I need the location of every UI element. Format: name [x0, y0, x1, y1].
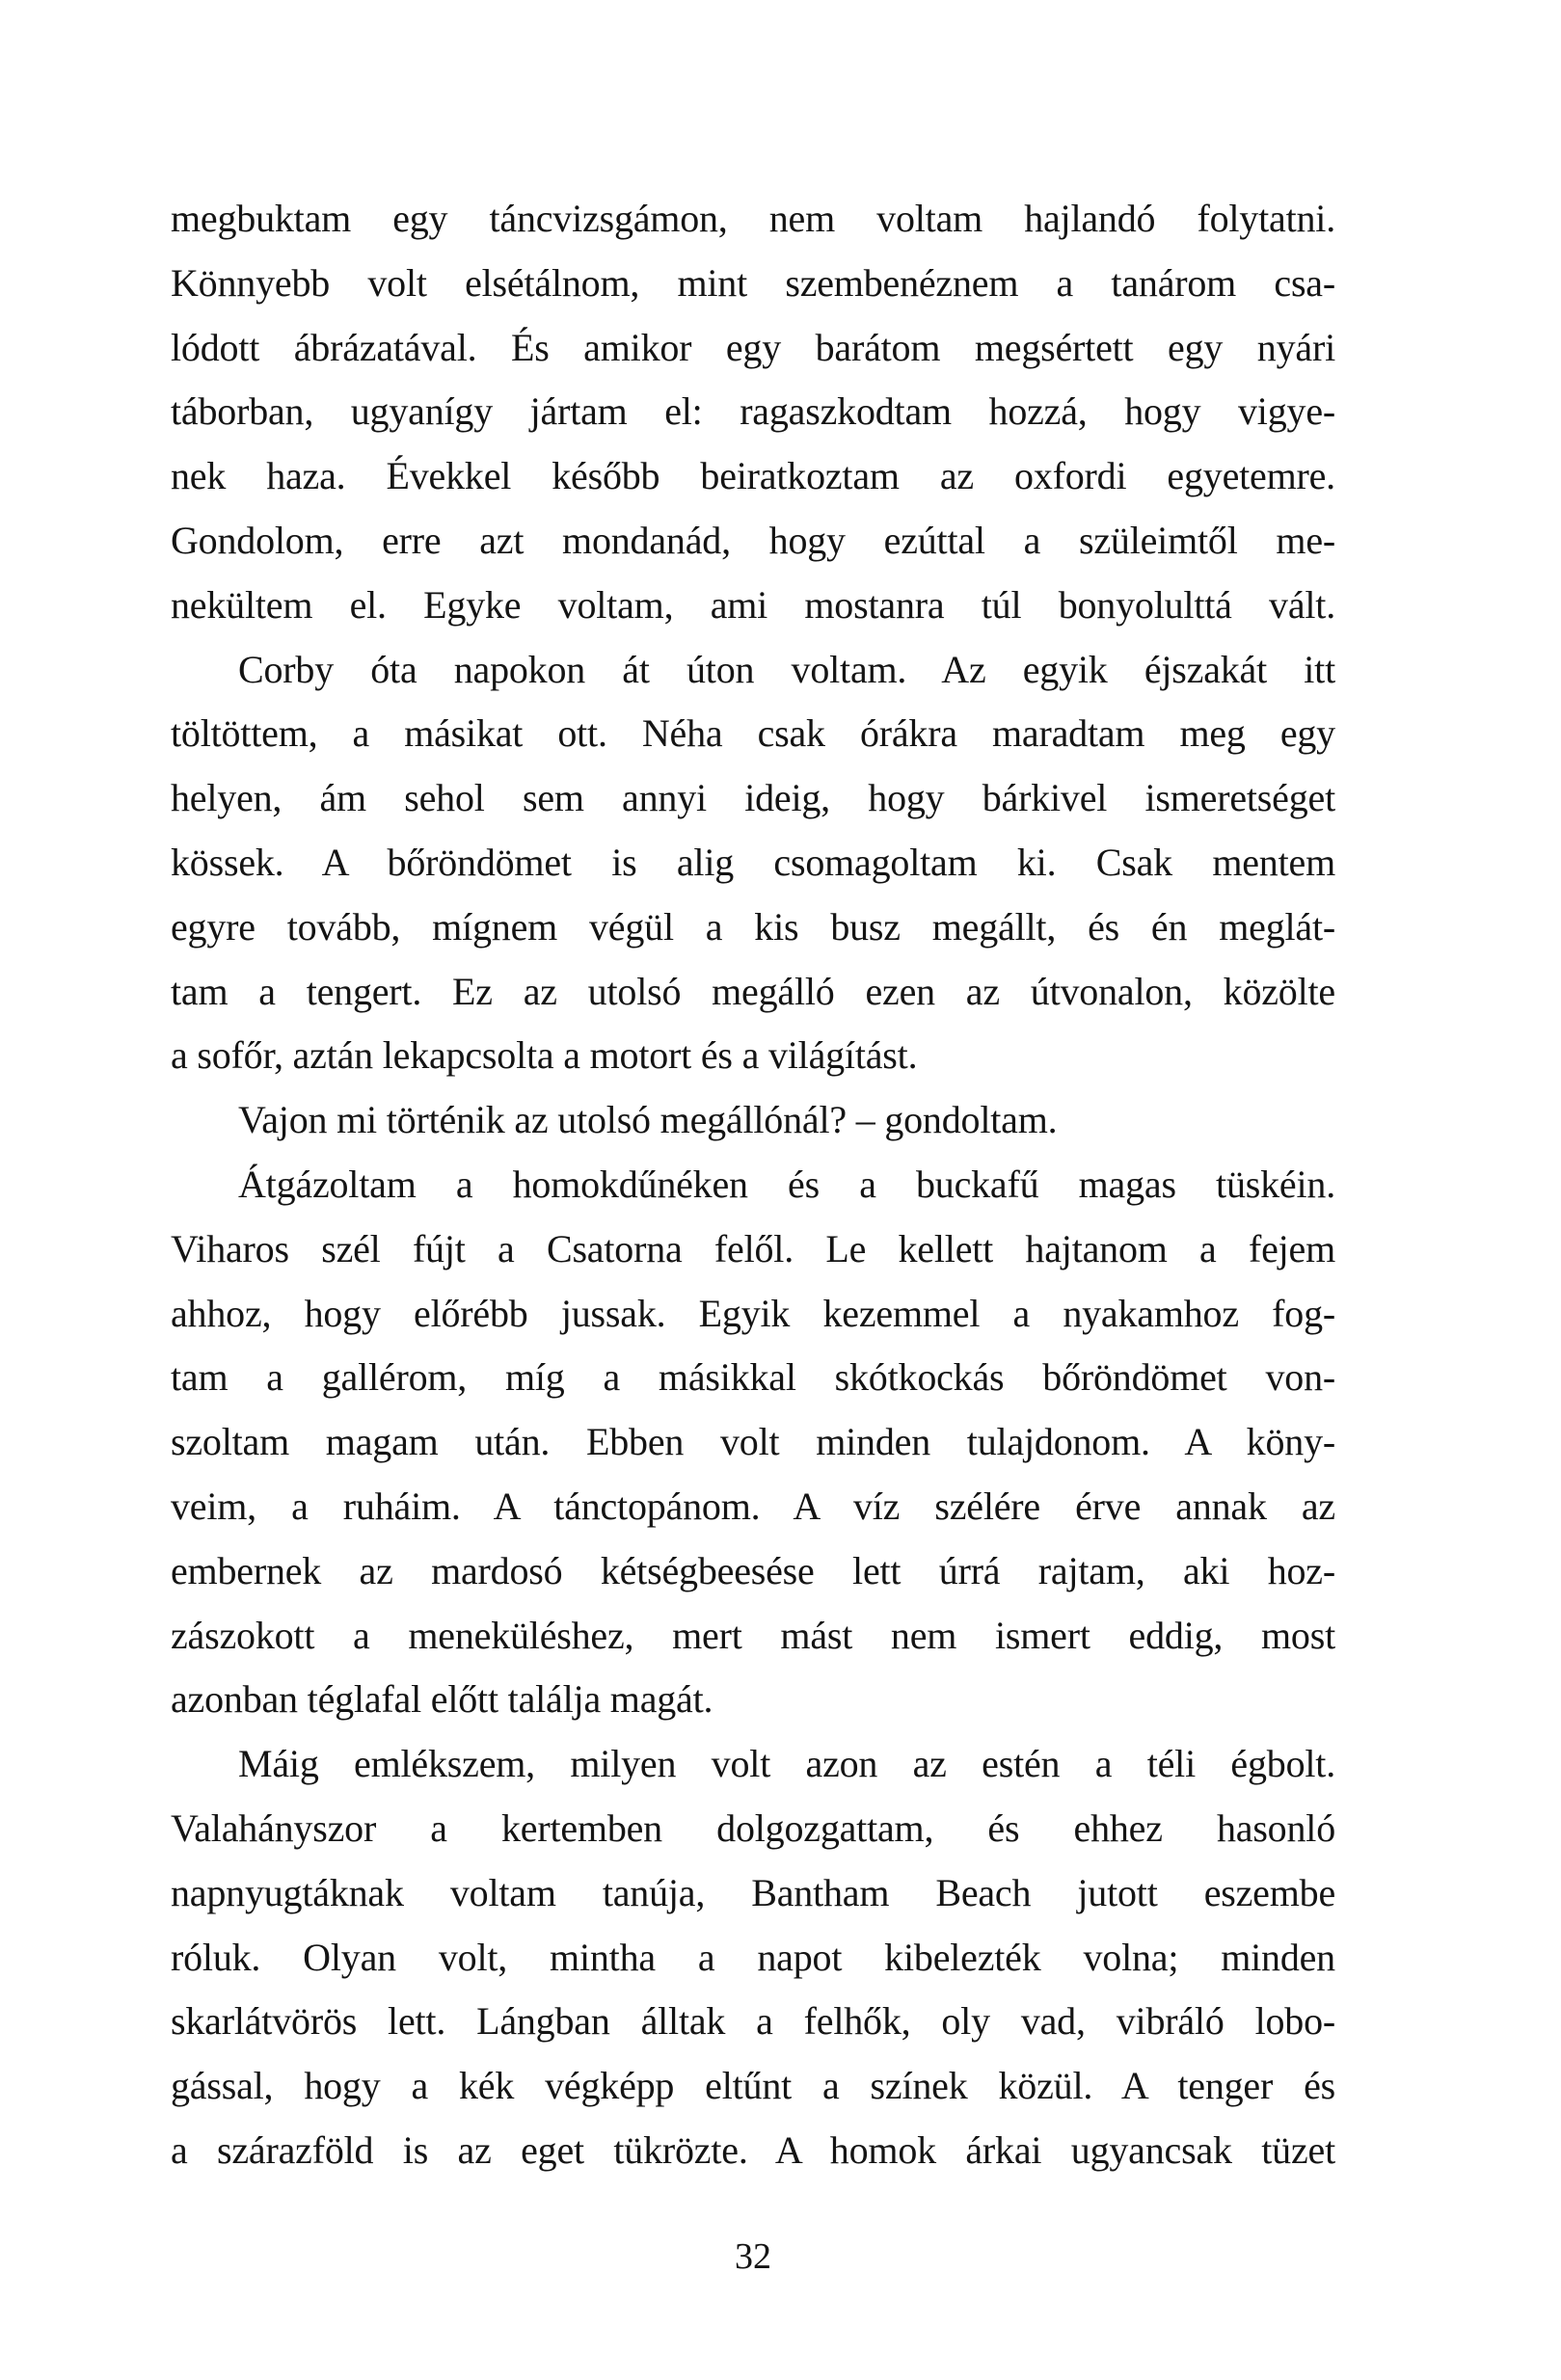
text-line: tam a gallérom, míg a másikkal skótkockás bőröndömet von- — [171, 1355, 1335, 1400]
text-line: napnyugtáknak voltam tanúja, Bantham Beach jutott eszembe — [171, 1870, 1335, 1914]
paragraph — [171, 1088, 1335, 1153]
text-line: róluk. Olyan volt, mintha a napot kibelezték volna; minden — [171, 1935, 1335, 1979]
text-line: egyre tovább, mígnem végül a kis busz megállt, és én meglát- — [171, 904, 1335, 949]
text-line: azonban téglafal előtt találja magát. — [171, 1677, 713, 1722]
paragraph — [171, 1153, 1335, 1732]
text-line: töltöttem, a másikat ott. Néha csak órákra maradtam meg egy — [171, 711, 1335, 756]
text-line: a sofőr, aztán lekapcsolta a motort és a világítást. — [171, 1033, 918, 1078]
text-line: a szárazföld is az eget tükrözte. A homok árkai ugyancsak tüzet — [171, 2127, 1335, 2172]
page-number: 32 — [735, 2236, 771, 2277]
text-line: gással, hogy a kék végképp eltűnt a színek közül. A tenger és — [171, 2064, 1335, 2108]
text-line: skarlátvörös lett. Lángban álltak a felhők, oly vad, vibráló lobo- — [171, 1999, 1335, 2044]
text-line: Valahányszor a kertemben dolgozgattam, és ehhez hasonló — [171, 1805, 1335, 1850]
text-line: táborban, ugyanígy jártam el: ragaszkodtam hozzá, hogy vigye- — [171, 389, 1335, 434]
text-line: Gondolom, erre azt mondanád, hogy ezúttal a szüleimtől me- — [171, 518, 1335, 562]
text-line: Vajon mi történik az utolsó megállónál? – gondoltam. — [238, 1098, 1058, 1142]
text-line: zászokott a meneküléshez, mert mást nem ismert eddig, most — [171, 1613, 1335, 1657]
text-line: Könnyebb volt elsétálnom, mint szembenéznem a tanárom csa- — [171, 260, 1335, 305]
paragraph — [171, 187, 1335, 638]
page-text-block — [171, 187, 1335, 2183]
text-line: nek haza. Évekkel később beiratkoztam az oxfordi egyetemre. — [171, 454, 1335, 498]
text-line: ahhoz, hogy előrébb jussak. Egyik kezemmel a nyakamhoz fog- — [171, 1291, 1335, 1335]
text-line: Máig emlékszem, milyen volt azon az estén a téli égbolt. — [238, 1742, 1335, 1786]
text-line: megbuktam egy táncvizsgámon, nem voltam hajlandó folytatni. — [171, 197, 1335, 240]
text-line: kössek. A bőröndömet is alig csomagoltam ki. Csak mentem — [171, 840, 1335, 884]
paragraph — [171, 638, 1335, 1089]
text-line: Viharos szél fújt a Csatorna felől. Le kellett hajtanom a fejem — [171, 1226, 1335, 1270]
text-line: Corby óta napokon át úton voltam. Az egyik éjszakát itt — [238, 647, 1335, 691]
text-line: veim, a ruháim. A tánctopánom. A víz szélére érve annak az — [171, 1484, 1335, 1528]
text-line: helyen, ám sehol sem annyi ideig, hogy bárkivel ismeretséget — [171, 776, 1335, 820]
text-line: szoltam magam után. Ebben volt minden tulajdonom. A köny- — [171, 1420, 1335, 1464]
text-line: Átgázoltam a homokdűnéken és a buckafű magas tüskéin. — [238, 1162, 1335, 1206]
text-line: nekültem el. Egyke voltam, ami mostanra túl bonyolulttá vált. — [171, 582, 1335, 627]
paragraph — [171, 1732, 1335, 2183]
text-line: embernek az mardosó kétségbeesése lett úrrá rajtam, aki hoz- — [171, 1548, 1335, 1592]
text-line: tam a tengert. Ez az utolsó megálló ezen az útvonalon, közölte — [171, 969, 1335, 1013]
text-line: lódott ábrázatával. És amikor egy barátom megsértett egy nyári — [171, 325, 1335, 369]
